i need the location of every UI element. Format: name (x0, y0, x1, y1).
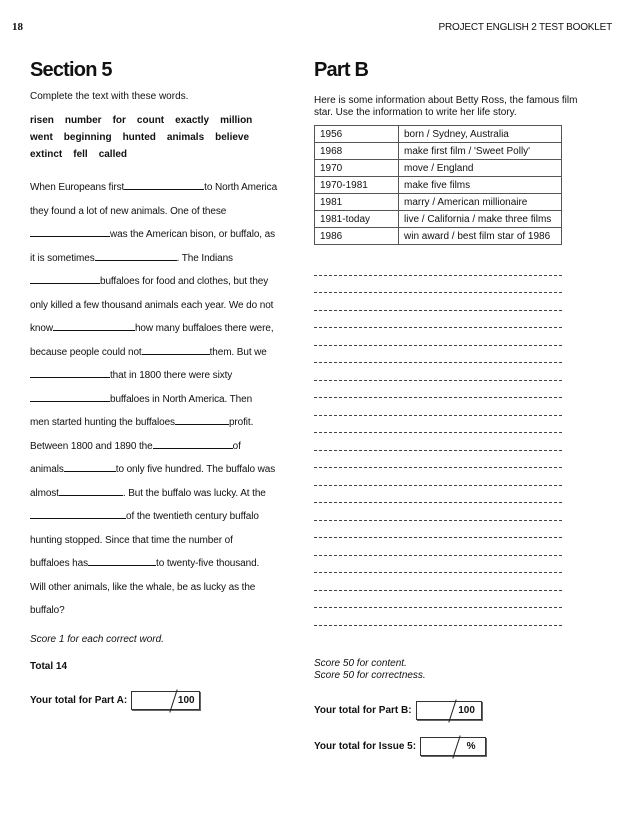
passage-text: they found a lot of new animals. One of these (30, 205, 227, 217)
section-instructions: Complete the text with these words. (30, 91, 189, 102)
word-bank-line (30, 129, 298, 146)
answer-blank[interactable] (142, 346, 210, 355)
passage-line (30, 463, 298, 487)
total-part-a-max: 100 (177, 694, 195, 706)
total-issue-unit: % (466, 740, 476, 752)
writing-line[interactable] (314, 591, 562, 609)
part-b (314, 58, 614, 756)
writing-line[interactable] (314, 573, 562, 591)
passage-text: because people could not (30, 346, 142, 358)
total-issue-5 (314, 737, 614, 756)
word-bank-line (30, 146, 298, 163)
writing-line[interactable] (314, 416, 562, 434)
answer-blank[interactable] (175, 416, 229, 425)
total-part-a-label: Your total for Part A: (30, 694, 128, 706)
total-label: Total 14 (30, 660, 68, 672)
passage-line (30, 205, 298, 229)
year-cell: 1981-today (315, 211, 399, 228)
passage-text: to twenty-five thousand. (156, 558, 260, 569)
word-bank-line (30, 112, 298, 129)
passage-line (30, 369, 298, 393)
passage-text: was the American bison, or buffalo, as (110, 229, 275, 240)
score-note: Score 1 for each correct word. (30, 633, 164, 645)
word-bank-word: believe (215, 132, 250, 143)
passage-line (30, 510, 298, 534)
table-row (315, 211, 562, 228)
passage-text: buffaloes has (30, 558, 89, 569)
passage-text: that in 1800 there were sixty (110, 370, 233, 381)
passage-text: of (232, 440, 241, 452)
betty-ross-table (314, 125, 562, 245)
info-cell: marry / American millionaire (399, 194, 562, 211)
writing-line[interactable] (314, 433, 562, 451)
writing-line[interactable] (314, 276, 562, 294)
word-bank-word: fell (73, 149, 88, 160)
answer-blank[interactable] (95, 252, 177, 261)
running-header: PROJECT ENGLISH 2 TEST BOOKLET (438, 22, 612, 33)
writing-line[interactable] (314, 503, 562, 521)
writing-line[interactable] (314, 311, 562, 329)
total-part-a (30, 691, 298, 710)
answer-blank[interactable] (53, 322, 135, 331)
writing-line[interactable] (314, 486, 562, 504)
passage-line (30, 299, 298, 323)
part-b-score-notes (314, 658, 614, 682)
writing-line[interactable] (314, 293, 562, 311)
table-row (315, 177, 562, 194)
writing-line[interactable] (314, 521, 562, 539)
passage-text: hunting stopped. Since that time the number of (30, 534, 233, 546)
total-part-b-box[interactable] (416, 701, 482, 720)
info-cell: win award / best film star of 1986 (399, 228, 562, 245)
passage-text: only killed a few thousand animals each year. We do not (30, 299, 274, 311)
info-cell: born / Sydney, Australia (399, 126, 562, 143)
word-bank-word: million (220, 115, 253, 126)
word-bank-word: went (30, 132, 53, 143)
passage-text: to North America (204, 182, 278, 193)
passage-text: . The Indians (176, 252, 233, 264)
info-cell: move / England (399, 160, 562, 177)
writing-line[interactable] (314, 258, 562, 276)
cloze-passage (30, 181, 298, 628)
passage-text: Between 1800 and 1890 the (30, 440, 153, 452)
passage-line (30, 181, 298, 205)
table-row (315, 194, 562, 211)
passage-line (30, 534, 298, 558)
page-number: 18 (12, 21, 23, 33)
word-bank-word: for (112, 115, 126, 126)
word-bank-word: risen (30, 115, 54, 126)
part-b-title: Part B (314, 59, 369, 81)
word-bank (30, 112, 298, 163)
answer-blank[interactable] (30, 510, 126, 519)
table-row (315, 228, 562, 245)
passage-line (30, 228, 298, 252)
word-bank-word: called (98, 149, 128, 160)
passage-text: animals (30, 464, 64, 475)
writing-line[interactable] (314, 381, 562, 399)
passage-line (30, 581, 298, 605)
year-cell: 1981 (315, 194, 399, 211)
answer-blank[interactable] (59, 487, 123, 496)
passage-line (30, 275, 298, 299)
writing-line[interactable] (314, 398, 562, 416)
section-title: Section 5 (30, 59, 112, 81)
year-cell: 1986 (315, 228, 399, 245)
total-part-b-max: 100 (458, 704, 475, 716)
writing-line[interactable] (314, 363, 562, 381)
word-bank-word: number (64, 115, 102, 126)
passage-text: how many buffaloes there were, (134, 323, 274, 334)
word-bank-word: hunted (122, 132, 156, 143)
word-bank-word: beginning (63, 132, 112, 143)
passage-text: of the twentieth century buffalo (126, 511, 259, 522)
passage-text: . But the buffalo was lucky. At the (122, 487, 266, 499)
answer-blank[interactable] (30, 393, 110, 402)
passage-line (30, 322, 298, 346)
passage-line (30, 252, 298, 276)
info-cell: live / California / make three films (399, 211, 562, 228)
year-cell: 1970 (315, 160, 399, 177)
info-cell: make first film / 'Sweet Polly' (399, 143, 562, 160)
passage-line (30, 487, 298, 511)
passage-line (30, 346, 298, 370)
passage-line (30, 557, 298, 581)
passage-text: it is sometimes (30, 252, 95, 264)
writing-line[interactable] (314, 451, 562, 469)
passage-text: profit. (228, 417, 254, 428)
word-bank-word: extinct (30, 149, 63, 160)
writing-line[interactable] (314, 556, 562, 574)
passage-text: buffaloes for food and clothes, but they (100, 276, 269, 287)
passage-text: When Europeans first (30, 182, 125, 193)
part-b-instructions: Here is some information about Betty Ross, the famous film star. Use the information to write her life story. (314, 95, 578, 118)
total-issue-box[interactable] (420, 737, 486, 756)
answer-blank[interactable] (30, 228, 110, 237)
year-cell: 1968 (315, 143, 399, 160)
table-row (315, 143, 562, 160)
word-bank-word: exactly (175, 115, 210, 126)
answer-blank[interactable] (30, 369, 110, 378)
passage-text: to only five hundred. The buffalo was (115, 464, 276, 475)
total-issue-label: Your total for Issue 5: (314, 740, 417, 752)
passage-text: men started hunting the buffaloes (30, 417, 175, 428)
passage-line (30, 440, 298, 464)
passage-text: them. But we (209, 346, 267, 358)
passage-line (30, 416, 298, 440)
section-5 (30, 58, 298, 710)
writing-line[interactable] (314, 468, 562, 486)
passage-text: almost (30, 487, 59, 499)
writing-line[interactable] (314, 538, 562, 556)
word-bank-word: count (136, 115, 165, 126)
answer-blank[interactable] (88, 557, 156, 566)
table-row (315, 160, 562, 177)
info-cell: make five films (399, 177, 562, 194)
answer-blank[interactable] (64, 463, 116, 472)
year-cell: 1956 (315, 126, 399, 143)
passage-line (30, 604, 298, 628)
table-row (315, 126, 562, 143)
word-bank-word: animals (166, 132, 205, 143)
total-part-a-box[interactable] (131, 691, 200, 710)
total-part-b (314, 701, 614, 720)
passage-text: buffaloes in North America. Then (110, 393, 253, 405)
score-correctness-note: Score 50 for correctness. (314, 669, 426, 681)
answer-blank[interactable] (153, 440, 233, 449)
passage-text: Will other animals, like the whale, be as lucky as the (30, 581, 256, 593)
writing-lines (314, 258, 614, 626)
answer-blank[interactable] (124, 181, 204, 190)
writing-line[interactable] (314, 328, 562, 346)
passage-text: know (30, 323, 53, 334)
total-part-b-label: Your total for Part B: (314, 704, 412, 716)
score-content-note: Score 50 for content. (314, 657, 407, 669)
passage-text: buffalo? (30, 605, 65, 616)
writing-line[interactable] (314, 346, 562, 364)
year-cell: 1970-1981 (315, 177, 399, 194)
answer-blank[interactable] (30, 275, 100, 284)
writing-line[interactable] (314, 608, 562, 626)
passage-line (30, 393, 298, 417)
